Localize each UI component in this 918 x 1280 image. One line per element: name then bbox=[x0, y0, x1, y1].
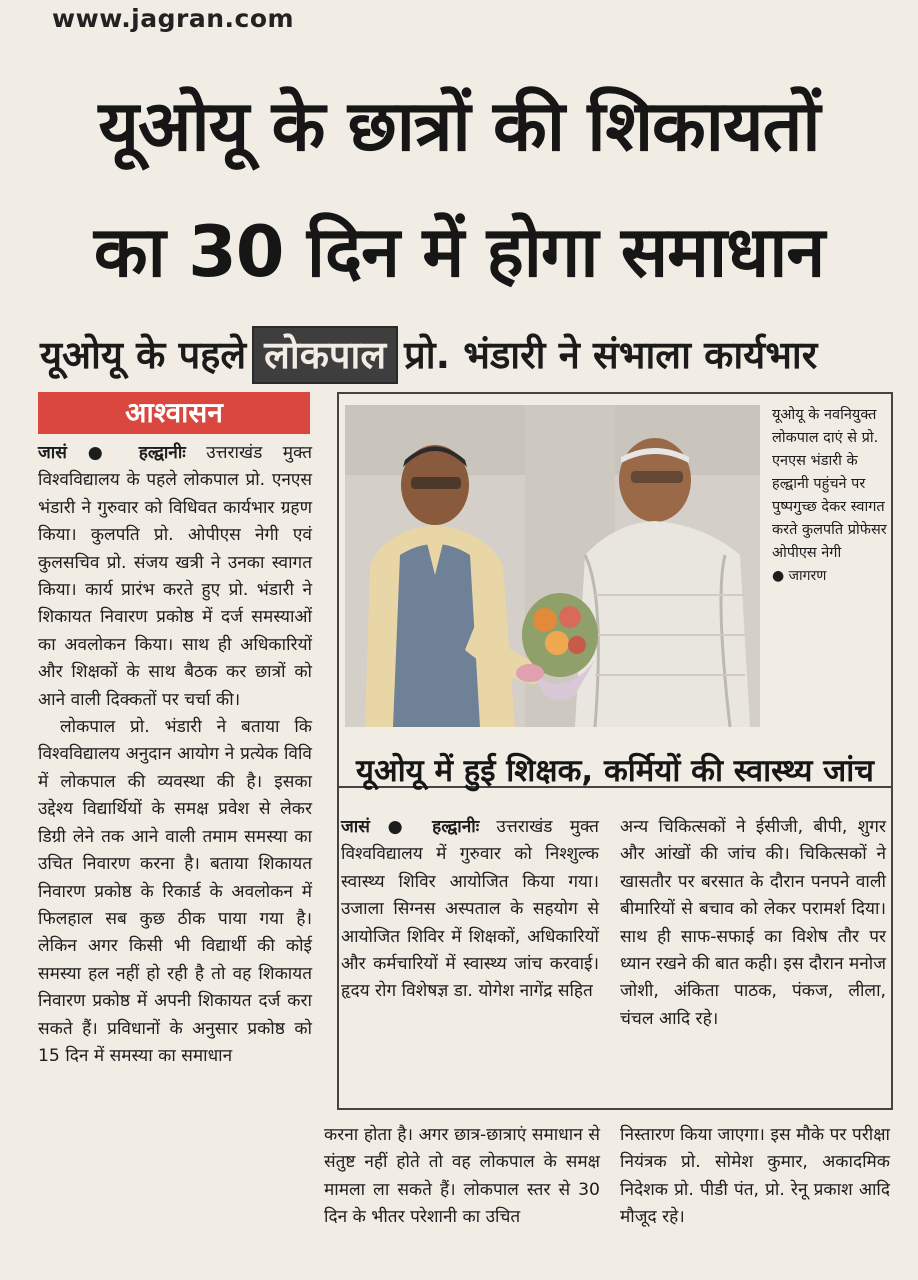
main-paragraph-1: उत्तराखंड मुक्त विश्वविद्यालय के पहले लोकपाल प्रो. एनएस भंडारी ने गुरुवार को विधिवत कार्यभार ग्रहण किया। कुलपति प्रो. ओपीएस नेगी एवं कुलसचिव प्रो. संजय खत्री ने उनका स्वागत किया। कार्य प्रारंभ करते हुए प्रो. भंडारी ने शिकायत निवारण प्रकोष्ठ में दर्ज समस्याओं का अवलोकन किया। साथ ही अधिकारियों और शिक्षकों के साथ बैठक कर छात्रों को आने वाली दिक्कतों पर चर्चा की। bbox=[38, 443, 312, 710]
main-continuation-col3: निस्तारण किया जाएगा। इस मौके पर परीक्षा नियंत्रक प्रो. सोमेश कुमार, अकादमिक निदेशक प्रो. पीडी पंत, प्रो. रेनू प्रकाश आदि मौजूद रहे। bbox=[620, 1125, 890, 1228]
main-story-column-3 bbox=[620, 1122, 890, 1232]
side-story-column-2 bbox=[620, 814, 886, 1033]
main-dateline: जासं ● हल्द्वानीः bbox=[38, 443, 186, 463]
side-column-2-text: अन्य चिकित्सकों ने ईसीजी, बीपी, शुगर और आंखों की जांच की। चिकित्सकों ने खासतौर पर बरसात के दौरान पनपने वाली बीमारियों से बचाव को लेकर परामर्श दिया। साथ ही साफ-सफाई का विशेष तौर पर ध्यान रखने की बात कही। इस दौरान मनोज जोशी, अंकिता पाठक, पंकज, लीला, चंचल आदि रहे। bbox=[620, 817, 886, 1029]
news-photo bbox=[345, 405, 760, 727]
main-story-column-1 bbox=[38, 440, 312, 1070]
side-dateline: जासं ● हल्द्वानीः bbox=[341, 817, 480, 837]
side-story-column-1 bbox=[341, 814, 599, 1006]
photo-caption bbox=[772, 404, 887, 588]
side-story-headline: यूओयू में हुई शिक्षक, कर्मियों की स्वास्थ्य जांच bbox=[355, 753, 874, 789]
subheadline-after: प्रो. भंडारी ने संभाला कार्यभार bbox=[404, 333, 818, 377]
headline-line-1: यूओयू के छात्रों की शिकायतों bbox=[98, 85, 820, 167]
subheadline-before: यूओयू के पहले bbox=[40, 333, 247, 377]
frame-right-extend bbox=[891, 788, 893, 1110]
caption-credit: ● जागरण bbox=[772, 568, 827, 584]
headline-line-2: का 30 दिन में होगा समाधान bbox=[93, 211, 825, 293]
main-paragraph-2: लोकपाल प्रो. भंडारी ने बताया कि विश्वविद्यालय अनुदान आयोग ने प्रत्येक विवि में लोकपाल की व्यवस्था की है। इसका उद्देश्य विद्यार्थियों के समक्ष प्रवेश से लेकर डिग्री लेने तक आने वाली तमाम समस्या का उचित निवारण करना है। बताया शिकायत निवारण प्रकोष्ठ के रिकार्ड के अवलोकन में फिलहाल सब कुछ ठीक पाया गया है। लेकिन अगर किसी भी विद्यार्थी की कोई समस्या हल नहीं हो रही है तो वह शिकायत निवारण प्रकोष्ठ में अपनी शिकायत दर्ज करा सकते हैं। प्रविधानों के अनुसार प्रकोष्ठ को 15 दिन में समस्या का समाधान bbox=[38, 717, 312, 1066]
section-tag: आश्वासन bbox=[38, 392, 310, 434]
main-continuation-col2: करना होता है। अगर छात्र-छात्राएं समाधान से संतुष्ट नहीं होते तो वह लोकपाल के समक्ष मामला ला सकते हैं। लोकपाल स्तर से 30 दिन के भीतर परेशानी का उचित bbox=[324, 1125, 600, 1228]
site-url: www.jagran.com bbox=[52, 4, 295, 33]
side-column-1-text: उत्तराखंड मुक्त विश्वविद्यालय में गुरुवार को निश्शुल्क स्वास्थ्य शिविर आयोजित किया गया। उजाला सिग्नस अस्पताल के सहयोग से आयोजित शिविर में शिक्षकों, अधिकारियों और कर्मचारियों में स्वास्थ्य जांच करवाई। हृदय रोग विशेषज्ञ डा. योगेश नागेंद्र सहित bbox=[341, 817, 599, 1002]
side-story-bottom-rule bbox=[337, 1108, 893, 1110]
subheadline-highlight: लोकपाल bbox=[252, 326, 398, 384]
photo-illustration bbox=[345, 405, 760, 727]
subheadline bbox=[40, 326, 878, 384]
caption-text: यूओयू के नवनियुक्त लोकपाल दाएं से प्रो. एनएस भंडारी के हल्द्वानी पहुंचने पर पुष्पगुच्छ देकर स्वागत करते कुलपति प्रोफेसर ओपीएस नेगी bbox=[772, 407, 887, 561]
frame-left-rule bbox=[337, 788, 339, 1110]
main-story-column-2 bbox=[324, 1122, 600, 1232]
